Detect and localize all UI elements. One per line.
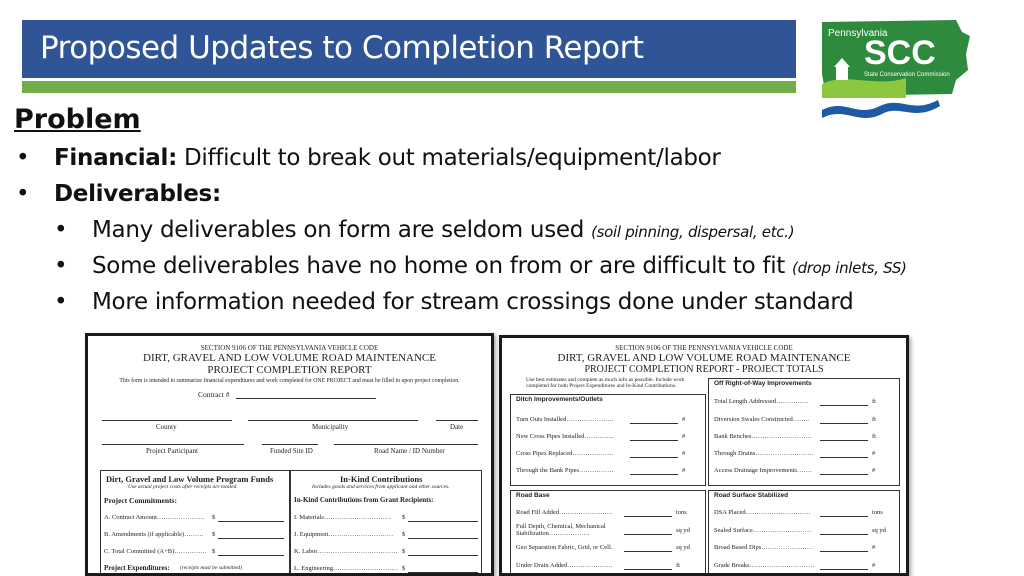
bullet-dot: • (54, 253, 68, 279)
form-section-header: SECTION 9106 OF THE PENNSYLVANIA VEHICLE CODE (200, 344, 379, 352)
form-intro: Use best estimates and complete as much info as possible. Include work completed for both Project Expenditures and In-Kind Contributions. (526, 377, 685, 389)
commitments-label: Project Commitments: (104, 496, 177, 505)
title-banner (22, 20, 796, 78)
engineering-row: L. Engineering………………………… (294, 565, 398, 572)
logo-acronym: SCC (864, 34, 936, 72)
ditch-title: Ditch Improvements/Outlets (516, 396, 603, 403)
sub-bullet-no-home (54, 253, 907, 279)
form-title-line2: PROJECT COMPLETION REPORT (207, 364, 372, 376)
form-title-line1: DIRT, GRAVEL AND LOW VOLUME ROAD MAINTENANCE (143, 352, 436, 364)
sub-bullet-note: (soil pinning, dispersal, etc.) (591, 223, 795, 241)
bullet-dot: • (16, 145, 30, 171)
amendments-row: B. Amendments (if applicable)……… (104, 531, 204, 538)
financial-text: Difficult to break out materials/equipment/labor (184, 145, 721, 171)
funds-title: Dirt, Gravel and Low Volume Program Funds (106, 474, 274, 484)
sub-bullet-text: More information needed for stream crossings done under standard (92, 289, 854, 315)
logo-hills (822, 78, 906, 98)
form-intro: This form is intended to summarize financial expenditures and work completed for ONE PROJECT and must be filled in upon project completion. (119, 378, 460, 384)
logo-barn-icon (836, 66, 848, 80)
date-label: Date (450, 423, 464, 431)
bullet-dot: • (54, 217, 68, 243)
inkind-subtitle: Includes goods and services from applicant and other sources. (312, 484, 450, 490)
logo-state-name: Pennsylvania (828, 28, 888, 39)
inkind-head: In-Kind Contributions from Grant Recipients: (294, 496, 434, 504)
contract-line (236, 398, 376, 399)
contract-amount-row: A. Contract Amount…………………. (104, 514, 205, 521)
sub-bullet-note: (drop inlets, SS) (792, 259, 907, 277)
bullet-deliverables (16, 181, 221, 207)
title-accent-bar (22, 81, 796, 93)
scc-logo (816, 14, 972, 124)
off-row-title: Off Right-of-Way Improvements (714, 380, 812, 387)
equipment-row: J. Equipment………………………… (294, 531, 394, 538)
labor-row: K. Labor………………………………. (294, 548, 398, 555)
logo-river (822, 100, 940, 118)
bullet-financial (16, 145, 721, 171)
road-name-label: Road Name / ID Number (374, 447, 445, 455)
funds-subtitle: Use actual project costs after receipts are totaled. (128, 484, 238, 490)
contract-label: Contract # (198, 390, 230, 399)
sub-bullet-stream-crossings (54, 289, 854, 315)
sub-bullet-text: Many deliverables on form are seldom used (92, 217, 585, 243)
road-base-title: Road Base (516, 492, 550, 499)
project-totals-form-image: SECTION 9106 OF THE PENNSYLVANIA VEHICLE CODE DIRT, GRAVEL AND LOW VOLUME ROAD MAINTENANCE PROJECT COMPLETION REPORT - PROJECT TOTALS Use best estimates and complete as much info as possible. Include work completed for both Project Expenditures and In-Kind Contributions. Ditch Improvements/Outlets Turn Outs Installed…………………. # New Cross Pipes Installed………….. # Cross Pipes Replaced………………. # Through the Bank Pipes……………. # Off Right-of-Way Improvements Total Length Addressed…………… ft Diversion Swales Constructed…….. ft Bank Benches………………………. ft Through Drains……………………… # Access Drainage Improvements……. # Road Base Road Fill Added……………………. tons Full Depth, Chemical, Mechanical Stabilization………………. sq yd Geo Separation Fabric, Grid, or Cell. sq yd Under Drain Added………………… ft Road Surface Stabilized DSA Placed………………………… tons Sealed Surface……………………… sq yd Broad Based Dips…………………… # Grade Breaks………………………… # (499, 335, 909, 576)
financial-label: Financial: (54, 145, 177, 171)
sub-bullet-seldom-used (54, 217, 795, 243)
slide-title: Proposed Updates to Completion Report (40, 30, 644, 66)
problem-heading: Problem (14, 104, 141, 135)
participant-label: Project Participant (146, 447, 198, 455)
road-surface-title: Road Surface Stabilized (714, 492, 789, 499)
total-committed-row: C. Total Committed (A+B)…………… (104, 548, 207, 555)
form-title-line2: PROJECT COMPLETION REPORT - PROJECT TOTALS (584, 364, 824, 375)
funded-site-label: Funded Site ID (270, 447, 313, 455)
materials-row: I. Materials…………………………. (294, 514, 391, 521)
completion-report-form-image: SECTION 9106 OF THE PENNSYLVANIA VEHICLE CODE DIRT, GRAVEL AND LOW VOLUME ROAD MAINTENANCE PROJECT COMPLETION REPORT This form is intended to summarize financial expenditures and work completed for ONE PROJECT and must be filled in upon project completion. Contract # County Municipality Date Project Participant Funded Site ID Road Name / ID Number Dirt, Gravel and Low Volume Program Funds Use actual project costs after receipts are totaled. Project Commitments: A. Contract Amount…………………. $ B. Amendments (if applicable)……… $ C. Total Committed (A+B)…………… $ Project Expenditures: (receipts must be submitted) In-Kind Contributions Includes goods and services from applicant and other sources. In-Kind Contributions from Grant Recipients: I. Materials…………………………. $ J. Equipment………………………… $ K. Labor………………………………. $ L. Engineering………………………… $ (85, 333, 494, 576)
inkind-title: In-Kind Contributions (340, 474, 423, 484)
bullet-dot: • (54, 289, 68, 315)
county-label: County (156, 423, 177, 431)
logo-commission-name: State Conservation Commission (864, 72, 950, 78)
deliverables-label: Deliverables: (54, 181, 221, 207)
expenditures-label: Project Expenditures: (104, 564, 170, 572)
sub-bullet-text: Some deliverables have no home on from or are difficult to fit (92, 253, 785, 279)
municipality-label: Municipality (312, 423, 349, 431)
expenditures-note: (receipts must be submitted) (180, 565, 242, 571)
bullet-dot: • (16, 181, 30, 207)
form-section-header: SECTION 9106 OF THE PENNSYLVANIA VEHICLE CODE (615, 344, 793, 352)
form-title-line1: DIRT, GRAVEL AND LOW VOLUME ROAD MAINTENANCE (557, 352, 851, 364)
